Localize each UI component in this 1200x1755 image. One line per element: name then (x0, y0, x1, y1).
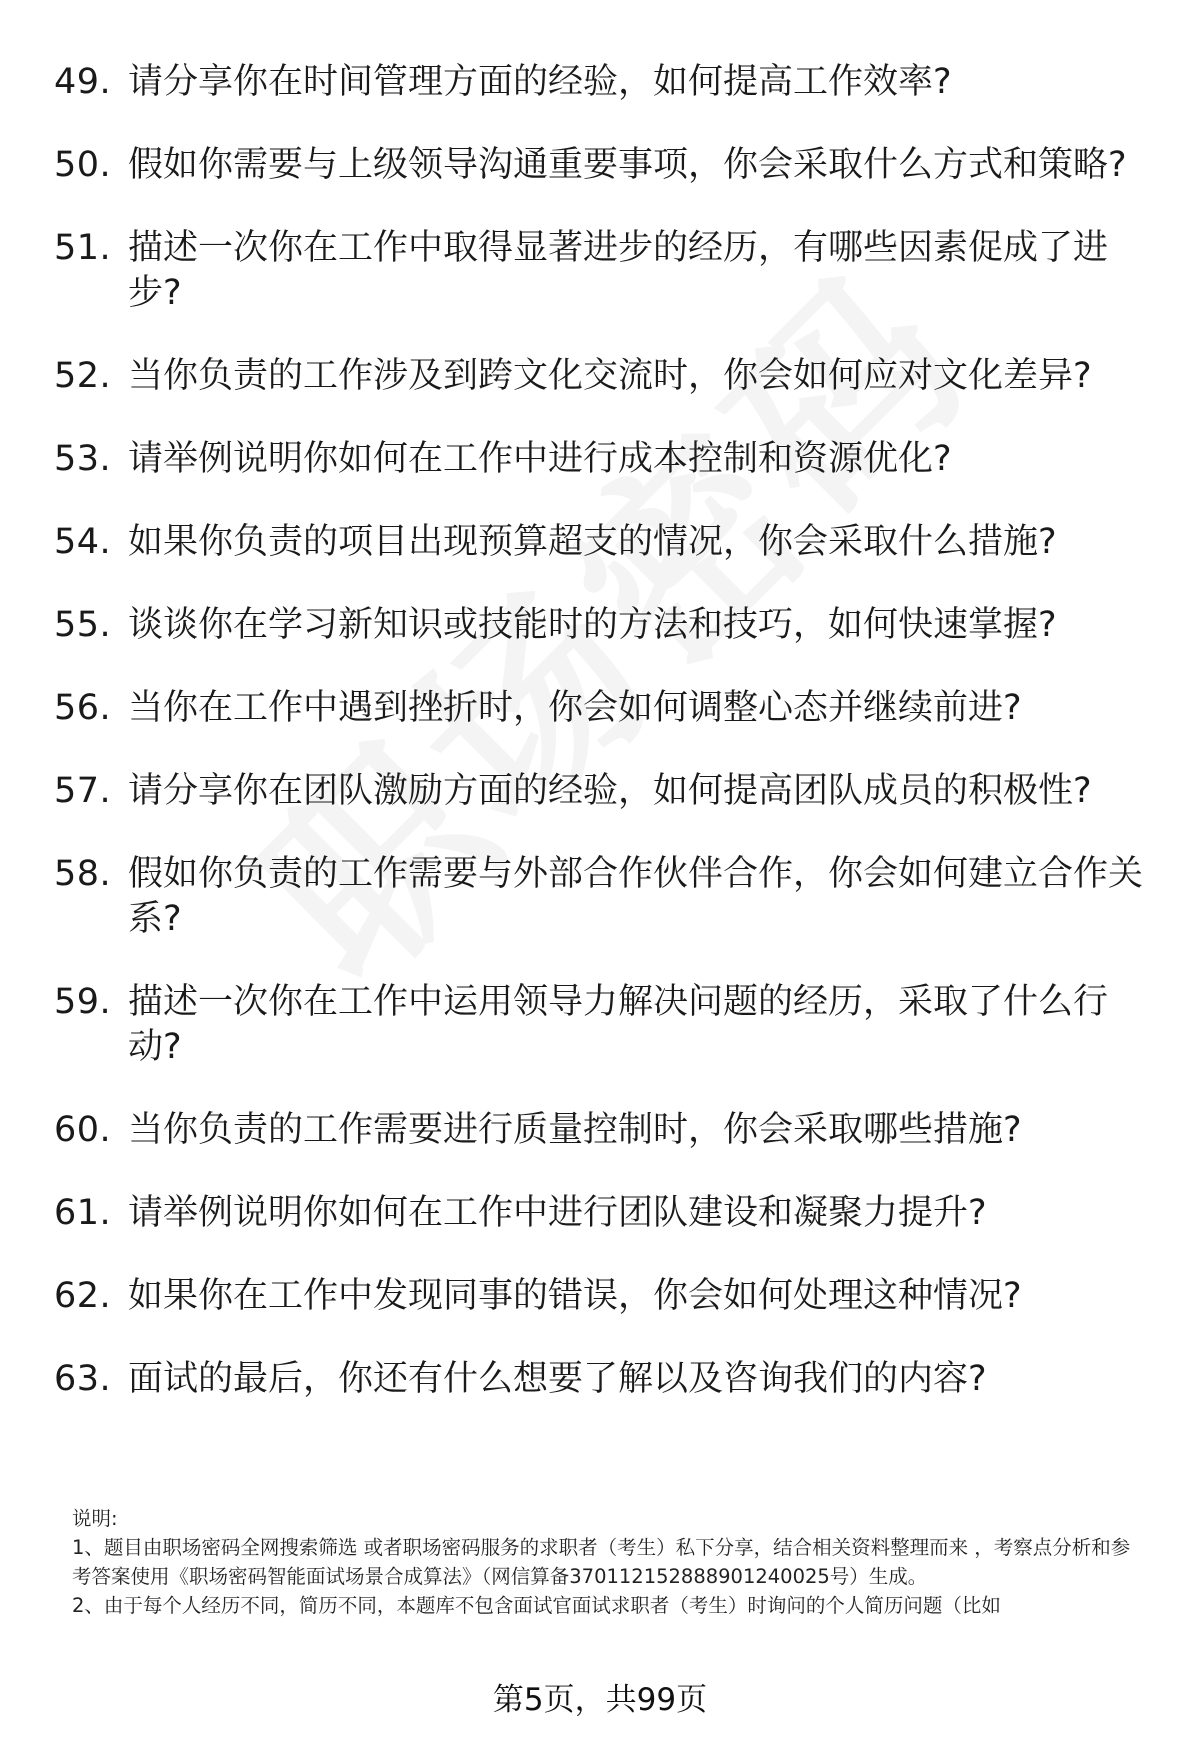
question-text: 请分享你在时间管理方面的经验，如何提高工作效率? (128, 62, 952, 102)
question-text: 描述一次你在工作中运用领导力解决问题的经历，采取了什么行动? (128, 982, 1109, 1067)
question-text: 当你负责的工作需要进行质量控制时，你会采取哪些措施? (128, 1110, 1022, 1150)
question-text: 谈谈你在学习新知识或技能时的方法和技巧，如何快速掌握? (128, 605, 1057, 645)
question-number: 58. (54, 854, 112, 894)
question-item (54, 60, 1154, 105)
question-item (54, 1274, 1154, 1319)
notes-heading: 说明: (72, 1507, 118, 1530)
question-text: 当你负责的工作涉及到跨文化交流时，你会如何应对文化差异? (128, 356, 1092, 396)
question-number: 55. (54, 605, 112, 645)
notes-item-2: 2、由于每个人经历不同，简历不同，本题库不包含面试官面试求职者（考生）时询问的个人简历问题（比如 (72, 1594, 1001, 1617)
question-number: 60. (54, 1110, 112, 1150)
question-number: 62. (54, 1276, 112, 1316)
question-item (54, 1191, 1154, 1236)
question-text: 当你在工作中遇到挫折时，你会如何调整心态并继续前进? (128, 688, 1022, 728)
question-number: 59. (54, 982, 112, 1022)
question-number: 54. (54, 522, 112, 562)
question-item (54, 143, 1154, 188)
question-number: 49. (54, 62, 112, 102)
question-text: 描述一次你在工作中取得显著进步的经历，有哪些因素促成了进步? (128, 228, 1109, 313)
question-item (54, 1108, 1154, 1153)
question-text: 请举例说明你如何在工作中进行团队建设和凝聚力提升? (128, 1193, 987, 1233)
question-number: 51. (54, 228, 112, 268)
question-item (54, 437, 1154, 482)
question-item (54, 686, 1154, 731)
question-item (54, 980, 1154, 1070)
question-number: 53. (54, 439, 112, 479)
question-number: 56. (54, 688, 112, 728)
question-item (54, 603, 1154, 648)
question-item (54, 769, 1154, 814)
question-number: 63. (54, 1359, 112, 1399)
question-number: 50. (54, 145, 112, 185)
notes-item-1: 1、题目由职场密码全网搜索筛选 或者职场密码服务的求职者（考生）私下分享，结合相关资料整理而来 ，考察点分析和参考答案使用《职场密码智能面试场景合成算法》（网信算备370112152888901240025号）生成。 (72, 1536, 1131, 1588)
question-number: 61. (54, 1193, 112, 1233)
question-item (54, 226, 1154, 316)
question-number: 57. (54, 771, 112, 811)
page-number: 第5页，共99页 (492, 1682, 708, 1718)
question-text: 请举例说明你如何在工作中进行成本控制和资源优化? (128, 439, 952, 479)
question-text: 如果你负责的项目出现预算超支的情况，你会采取什么措施? (128, 522, 1057, 562)
question-item (54, 520, 1154, 565)
question-list (54, 60, 1154, 1440)
notes-section (72, 1504, 1142, 1620)
question-number: 52. (54, 356, 112, 396)
question-text: 假如你负责的工作需要与外部合作伙伴合作，你会如何建立合作关系? (128, 854, 1144, 939)
question-item (54, 1357, 1154, 1402)
question-text: 假如你需要与上级领导沟通重要事项，你会采取什么方式和策略? (128, 145, 1127, 185)
question-item (54, 852, 1154, 942)
question-item (54, 354, 1154, 399)
question-text: 请分享你在团队激励方面的经验，如何提高团队成员的积极性? (128, 771, 1092, 811)
question-text: 面试的最后，你还有什么想要了解以及咨询我们的内容? (128, 1359, 987, 1399)
question-text: 如果你在工作中发现同事的错误，你会如何处理这种情况? (128, 1276, 1022, 1316)
